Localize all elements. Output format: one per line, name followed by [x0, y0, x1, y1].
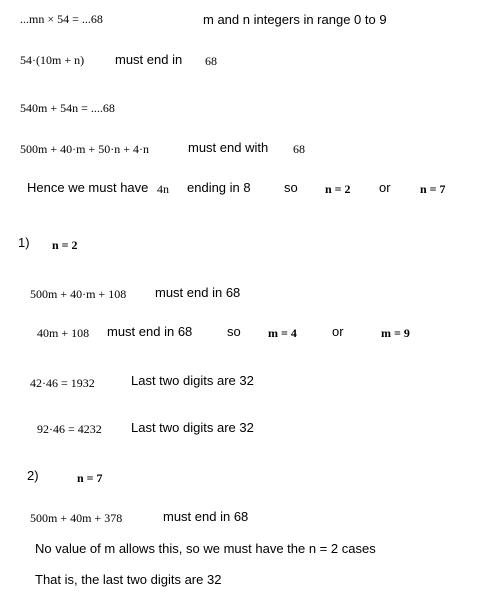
- text-or: or: [379, 180, 391, 195]
- case-1-condition: n = 2: [52, 238, 78, 252]
- case-2-condition: n = 7: [77, 471, 103, 485]
- text-must-end-in-68-case-1b: must end in 68: [107, 324, 193, 339]
- text-must-end-with: must end with: [188, 140, 269, 155]
- text-must-end-in-68-case-1: must end in 68: [155, 285, 241, 300]
- text-ending-in-8: ending in 8: [187, 180, 251, 195]
- expression-expanded-sum: 500m + 40·m + 50·n + 4·n: [20, 142, 149, 156]
- condition-m-equals-4: m = 4: [268, 326, 297, 340]
- condition-n-equals-7: n = 7: [420, 182, 446, 196]
- expression-case-2: 500m + 40m + 378: [30, 511, 123, 525]
- expression-4n: 4n: [157, 182, 169, 196]
- condition-n-equals-2: n = 2: [325, 182, 351, 196]
- case-1-label: 1): [18, 235, 30, 250]
- value-68: 68: [205, 54, 217, 68]
- text-last-two-digits-1: Last two digits are 32: [131, 373, 254, 388]
- condition-m-equals-9: m = 9: [381, 326, 410, 340]
- expression-54-times-10m-plus-n: 54·(10m + n): [20, 53, 85, 67]
- equation-42-times-46: 42·46 = 1932: [30, 376, 95, 390]
- text-must-end-in: must end in: [115, 52, 183, 67]
- text-so: so: [284, 180, 298, 195]
- note-integer-range: m and n integers in range 0 to 9: [203, 12, 387, 27]
- case-2-label: 2): [27, 468, 39, 483]
- text-or-case-1b: or: [332, 324, 344, 339]
- text-last-two-digits-2: Last two digits are 32: [131, 420, 254, 435]
- expression-case-1: 500m + 40·m + 108: [30, 287, 127, 301]
- equation-92-times-46: 92·46 = 4232: [37, 422, 102, 436]
- text-must-end-in-68-case-2: must end in 68: [163, 509, 249, 524]
- text-so-case-1b: so: [227, 324, 241, 339]
- value-68-second: 68: [293, 142, 305, 156]
- note-no-value-of-m: No value of m allows this, so we must have the n = 2 cases: [35, 541, 376, 556]
- conclusion-text: That is, the last two digits are 32: [35, 572, 222, 587]
- equation-540m-plus-54n: 540m + 54n = ....68: [20, 101, 115, 115]
- equation-mn-times-54: ...mn × 54 = ...68: [20, 12, 103, 26]
- text-hence-we-must-have: Hence we must have: [27, 180, 149, 195]
- expression-40m-plus-108: 40m + 108: [37, 326, 90, 340]
